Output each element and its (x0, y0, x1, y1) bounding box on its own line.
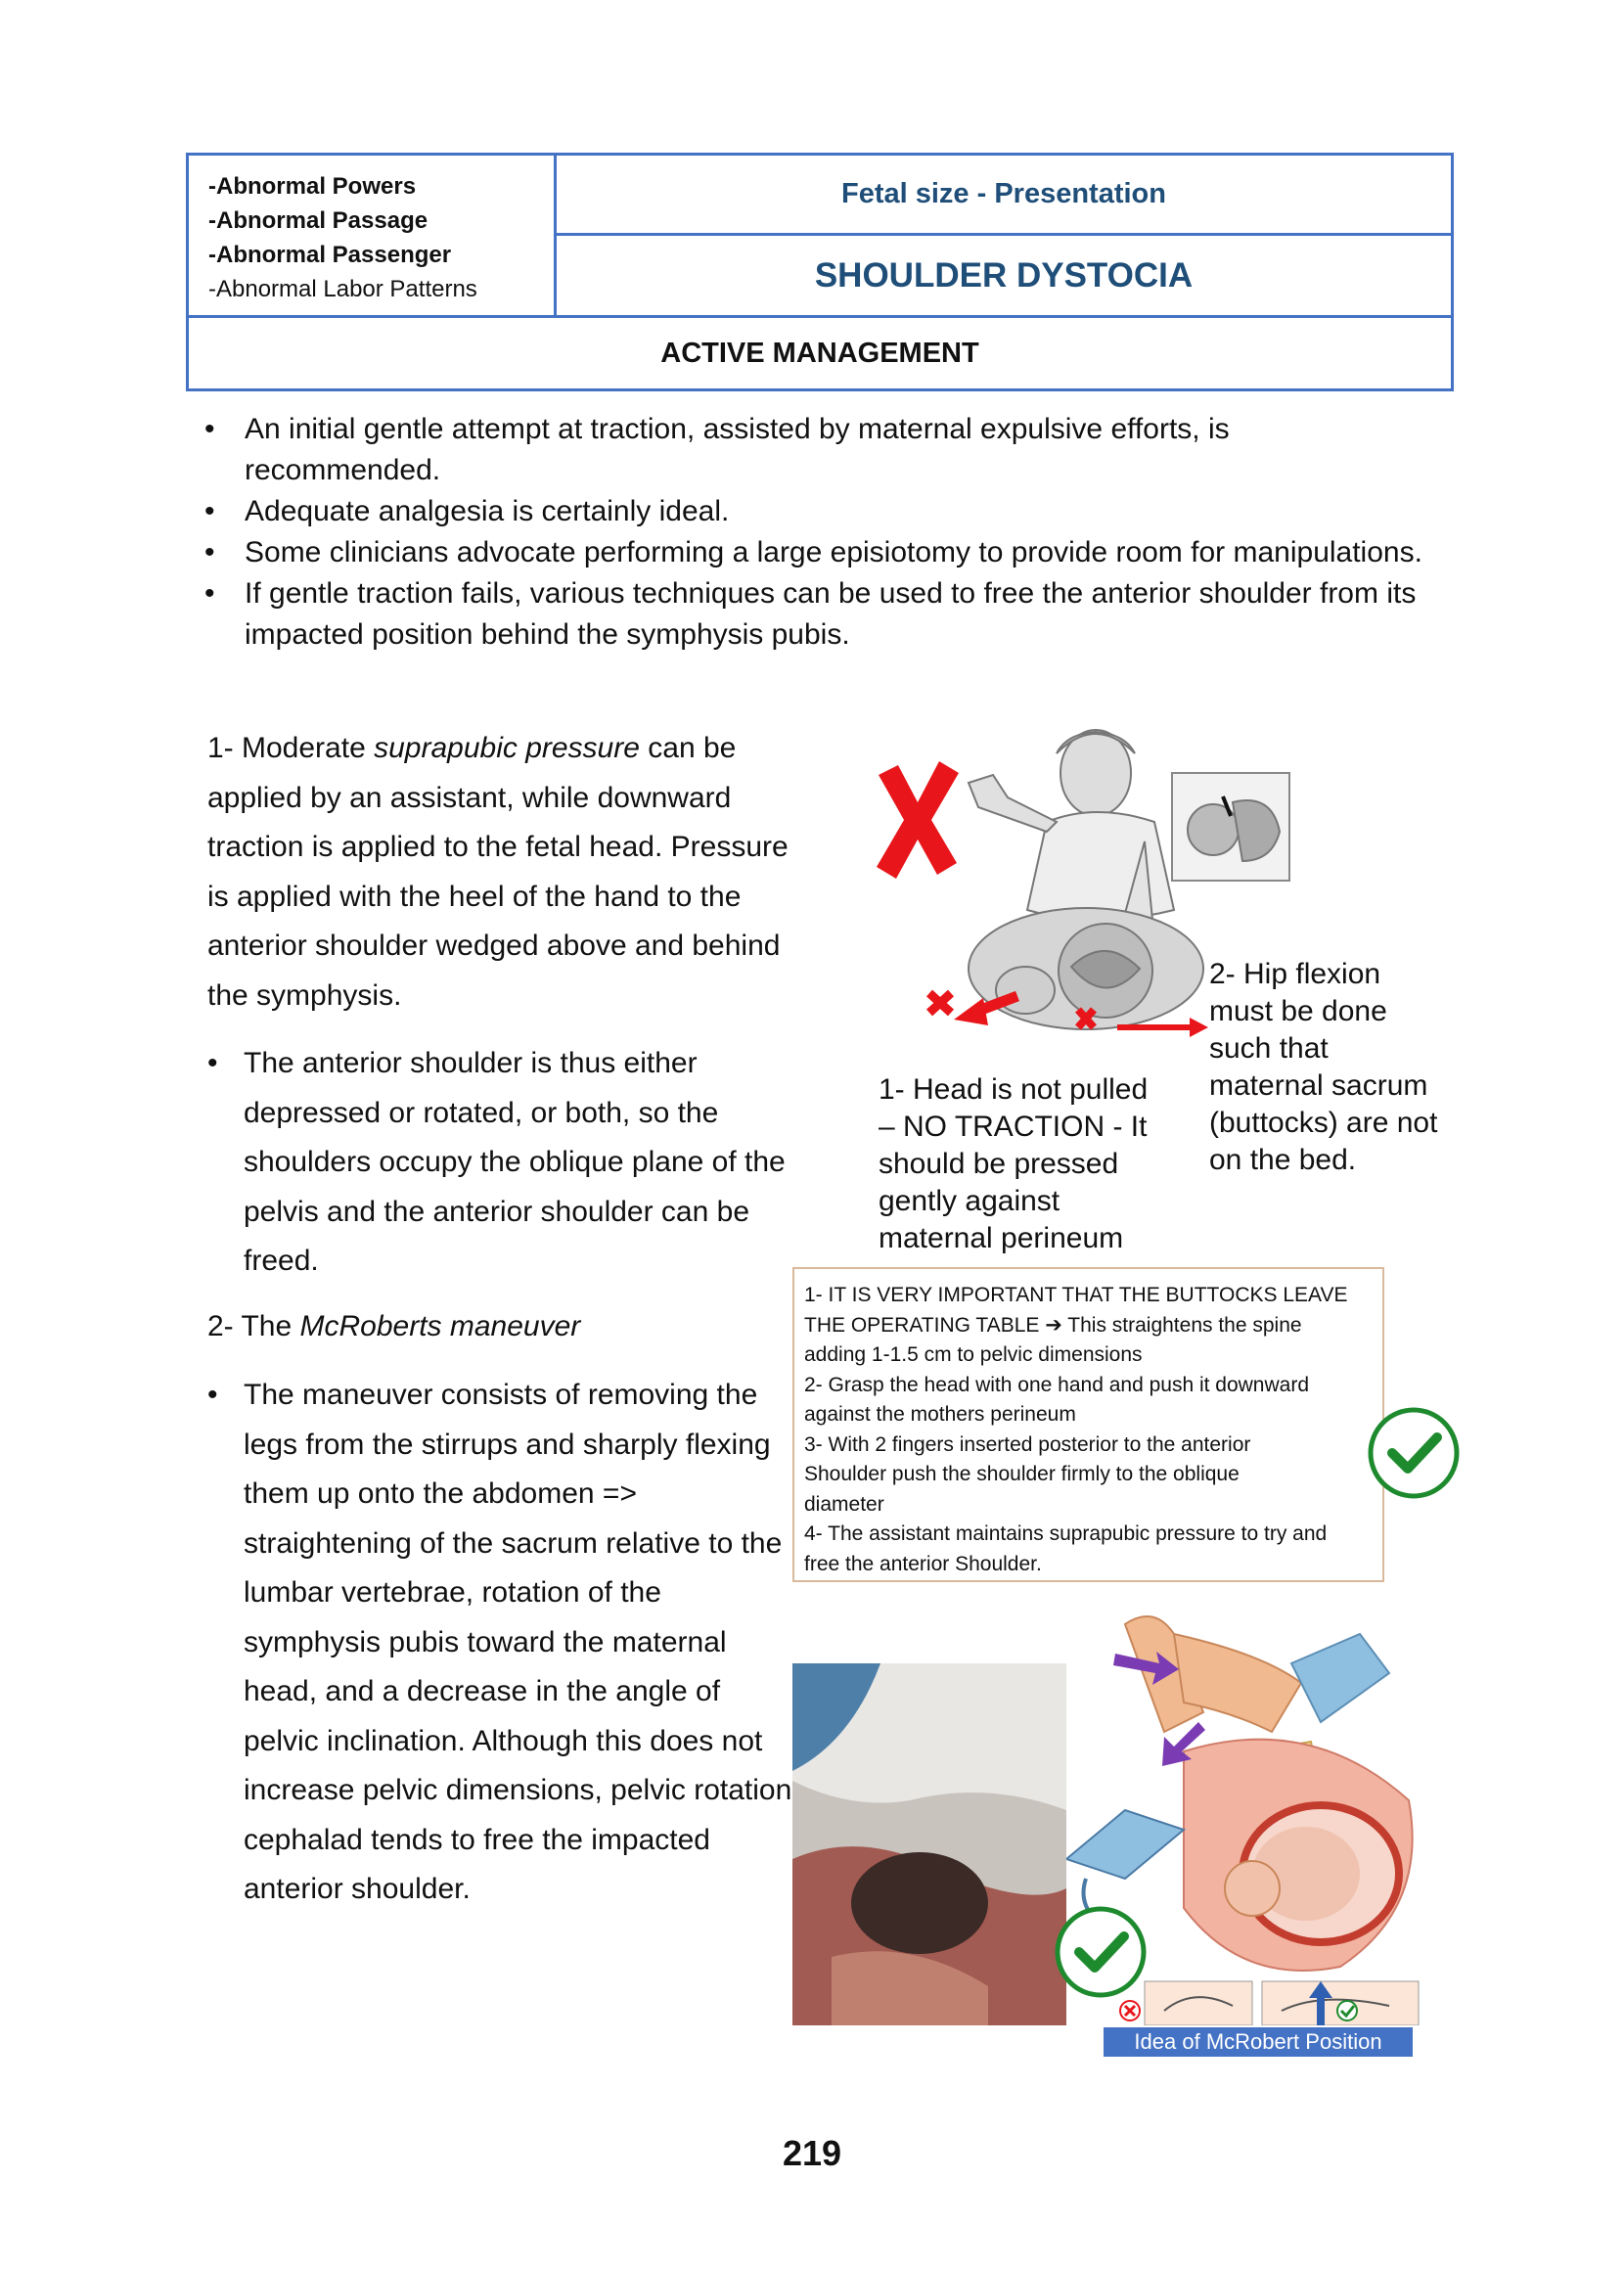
technique-2-term: McRoberts maneuver (299, 1309, 581, 1342)
technique-2-heading (207, 1302, 794, 1352)
caption-line: must be done (1209, 995, 1387, 1027)
topic-item: -Abnormal Passage (208, 207, 429, 234)
wrong-small-icon (1120, 2001, 1140, 2020)
header-subtitle: Fetal size - Presentation (557, 156, 1451, 236)
step-line: 1- IT IS VERY IMPORTANT THAT THE BUTTOCKS LEAVE (804, 1284, 1348, 1306)
technique-column (207, 724, 794, 1915)
topic-item: -Abnormal Powers (208, 173, 417, 200)
correct-check-icon (1365, 1404, 1463, 1502)
caption-line: – NO TRACTION - It (879, 1111, 1148, 1143)
topic-item: -Abnormal Labor Patterns (208, 276, 477, 302)
caption-line: 1- Head is not pulled (879, 1073, 1149, 1106)
procedure-steps-box (792, 1267, 1384, 1582)
technique-1-text: can be applied by an assistant, while downward traction is applied to the fetal head. Pressure is applied with the heel of the hand to the anterior shoulder wedged above and behind the symphysis. (207, 732, 789, 1012)
technique-1-term: suprapubic pressure (374, 732, 640, 764)
page-title: SHOULDER DYSTOCIA (814, 255, 1194, 295)
technique-1-prefix: 1- Moderate (207, 732, 375, 764)
chapter-topics (189, 156, 557, 315)
inset-illustration (1172, 773, 1289, 881)
list-item: • Adequate analgesia is certainly ideal. (201, 491, 1433, 532)
header-table (186, 153, 1454, 391)
step-line: diameter (804, 1492, 884, 1516)
caption-line: 2- Hip flexion (1209, 958, 1381, 990)
caption-line: gently against (879, 1185, 1060, 1217)
technique-1-bullet: • The anterior shoulder is thus either depressed or rotated, or both, so the shoulders occupy the oblique plane of the pelvis and the anterior shoulder can be freed. (207, 1039, 794, 1287)
section-heading: ACTIVE MANAGEMENT (189, 315, 1451, 388)
list-item: • Some clinicians advocate performing a large episiotomy to provide room for manipulations. (201, 532, 1433, 573)
hip-flexion-caption (1209, 956, 1437, 1179)
technique-2-bullet: • The maneuver consists of removing the legs from the stirrups and sharply flexing them up onto the abdomen => straightening of the sacrum relative to the lumbar vertebrae, rotation of the symphysis pubis toward the maternal head, and a decrease in the angle of pelvic inclination. Although this does not increase pelvic dimensions, pelvic rotation cephalad tends to free the impacted anterior shoulder. (207, 1371, 794, 1915)
correct-small-icon (1337, 2001, 1357, 2020)
intro-bullet-list (201, 409, 1433, 656)
caption-line: maternal sacrum (1209, 1069, 1428, 1102)
delivery-photo (792, 1663, 1066, 2025)
list-item: • If gentle traction fails, various techniques can be used to free the anterior shoulder from its impacted position behind the symphysis pubis. (201, 573, 1433, 656)
caption-line: (buttocks) are not (1209, 1107, 1438, 1139)
wrong-mark-icon (877, 761, 959, 879)
caption-line: should be pressed (879, 1148, 1119, 1180)
step-line: 2- Grasp the head with one hand and push it downward (804, 1373, 1310, 1396)
step-line: THE OPERATING TABLE ➔ This straightens the spine (804, 1313, 1302, 1337)
step-line: free the anterior Shoulder. (804, 1552, 1042, 1575)
head-caption (879, 1071, 1148, 1257)
mcroberts-figure-label: Idea of McRobert Position (1104, 2027, 1413, 2057)
topic-item: -Abnormal Passenger (208, 242, 452, 268)
caption-line: maternal perineum (879, 1222, 1124, 1254)
list-item: • An initial gentle attempt at traction, assisted by maternal expulsive efforts, is recommended. (201, 409, 1433, 491)
page-number: 219 (782, 2133, 842, 2173)
step-line: against the mothers perineum (804, 1403, 1076, 1426)
technique-1-paragraph (207, 724, 794, 1021)
technique-2-prefix: 2- The (207, 1309, 300, 1342)
caption-line: such that (1209, 1032, 1329, 1065)
caption-line: on the bed. (1209, 1144, 1357, 1176)
step-line: Shoulder push the shoulder firmly to the oblique (804, 1463, 1240, 1485)
step-line: 3- With 2 fingers inserted posterior to the anterior (804, 1432, 1251, 1456)
correct-check-icon (1052, 1903, 1150, 2001)
step-line: adding 1-1.5 cm to pelvic dimensions (804, 1343, 1143, 1366)
step-line: 4- The assistant maintains suprapubic pressure to try and (804, 1522, 1328, 1545)
